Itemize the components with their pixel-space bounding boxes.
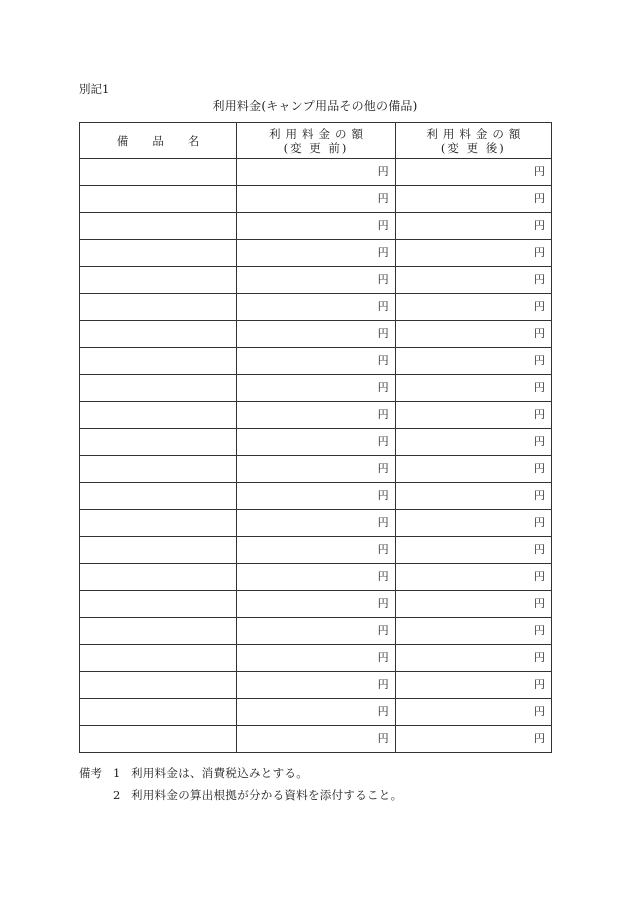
header-fee-before-sublabel: (変 更 前) [283,140,349,155]
remarks-heading: 備考 [79,766,102,780]
table-row [80,699,552,726]
fee-before-cell[interactable]: 円 [237,456,395,483]
fee-after-cell[interactable]: 円 [395,510,551,537]
fee-after-cell[interactable]: 円 [395,483,551,510]
fee-table [79,122,552,753]
item-name-cell[interactable] [80,186,237,213]
fee-before-cell[interactable]: 円 [237,321,395,348]
remarks [79,766,402,810]
fee-before-cell[interactable]: 円 [237,537,395,564]
fee-before-cell[interactable]: 円 [237,348,395,375]
fee-before-cell[interactable]: 円 [237,618,395,645]
item-name-cell[interactable] [80,456,237,483]
remark-number: 1 [113,766,121,780]
table-row [80,726,552,753]
fee-after-cell[interactable]: 円 [395,294,551,321]
fee-after-cell[interactable]: 円 [395,429,551,456]
table-row [80,456,552,483]
item-name-cell[interactable] [80,699,237,726]
header-fee-after [395,123,551,159]
item-name-cell[interactable] [80,429,237,456]
remark-text: 利用料金は、消費税込みとする。 [131,766,308,780]
fee-after-cell[interactable]: 円 [395,240,551,267]
fee-before-cell[interactable]: 円 [237,726,395,753]
item-name-cell[interactable] [80,213,237,240]
fee-after-cell[interactable]: 円 [395,348,551,375]
table-row [80,159,552,186]
item-name-cell[interactable] [80,402,237,429]
fee-after-cell[interactable]: 円 [395,564,551,591]
header-fee-before-label: 利用料金の額 [268,126,368,141]
fee-before-cell[interactable]: 円 [237,699,395,726]
header-fee-after-label: 利用料金の額 [426,126,526,141]
table-row [80,294,552,321]
header-item-name-label: 備品名 [116,133,224,148]
fee-before-cell[interactable]: 円 [237,564,395,591]
remark-item [79,766,402,782]
item-name-cell[interactable] [80,321,237,348]
table-row [80,348,552,375]
fee-after-cell[interactable]: 円 [395,672,551,699]
fee-before-cell[interactable]: 円 [237,159,395,186]
item-name-cell[interactable] [80,375,237,402]
fee-before-cell[interactable]: 円 [237,402,395,429]
fee-before-cell[interactable]: 円 [237,672,395,699]
header-fee-before [237,123,395,159]
item-name-cell[interactable] [80,564,237,591]
fee-before-cell[interactable]: 円 [237,645,395,672]
header-item-name [80,123,237,159]
table-row [80,537,552,564]
fee-before-cell[interactable]: 円 [237,510,395,537]
table-row [80,213,552,240]
item-name-cell[interactable] [80,348,237,375]
table-body [80,159,552,753]
table-row [80,402,552,429]
item-name-cell[interactable] [80,672,237,699]
fee-after-cell[interactable]: 円 [395,645,551,672]
remark-number: 2 [113,788,121,802]
fee-before-cell[interactable]: 円 [237,591,395,618]
item-name-cell[interactable] [80,537,237,564]
item-name-cell[interactable] [80,726,237,753]
item-name-cell[interactable] [80,591,237,618]
table-row [80,186,552,213]
item-name-cell[interactable] [80,510,237,537]
fee-after-cell[interactable]: 円 [395,375,551,402]
item-name-cell[interactable] [80,294,237,321]
document-title: 利用料金(キャンプ用品その他の備品) [212,99,418,113]
table-row [80,564,552,591]
table-row [80,672,552,699]
remark-item [79,788,402,804]
fee-after-cell[interactable]: 円 [395,726,551,753]
fee-after-cell[interactable]: 円 [395,213,551,240]
item-name-cell[interactable] [80,483,237,510]
table-row [80,375,552,402]
table-row [80,483,552,510]
table-row [80,618,552,645]
table-row [80,591,552,618]
fee-before-cell[interactable]: 円 [237,186,395,213]
fee-after-cell[interactable]: 円 [395,402,551,429]
fee-after-cell[interactable]: 円 [395,186,551,213]
table-row [80,321,552,348]
remark-text: 利用料金の算出根拠が分かる資料を添付すること。 [131,788,403,802]
item-name-cell[interactable] [80,267,237,294]
item-name-cell[interactable] [80,618,237,645]
fee-after-cell[interactable]: 円 [395,267,551,294]
fee-after-cell[interactable]: 円 [395,591,551,618]
fee-after-cell[interactable]: 円 [395,618,551,645]
item-name-cell[interactable] [80,159,237,186]
fee-before-cell[interactable]: 円 [237,213,395,240]
table-header-row [80,123,552,159]
remark-indent [79,788,113,804]
item-name-cell[interactable] [80,645,237,672]
table-row [80,510,552,537]
header-fee-after-sublabel: (変 更 後) [440,140,506,155]
fee-before-cell[interactable]: 円 [237,483,395,510]
item-name-cell[interactable] [80,240,237,267]
table-row [80,645,552,672]
fee-after-cell[interactable]: 円 [395,699,551,726]
fee-after-cell[interactable]: 円 [395,537,551,564]
fee-before-cell[interactable]: 円 [237,240,395,267]
fee-after-cell[interactable]: 円 [395,456,551,483]
page-label: 別記1 [79,82,110,96]
table-row [80,240,552,267]
fee-before-cell[interactable]: 円 [237,294,395,321]
fee-before-cell[interactable]: 円 [237,267,395,294]
fee-before-cell[interactable]: 円 [237,429,395,456]
table-row [80,267,552,294]
table-row [80,429,552,456]
fee-before-cell[interactable]: 円 [237,375,395,402]
fee-after-cell[interactable]: 円 [395,321,551,348]
fee-after-cell[interactable]: 円 [395,159,551,186]
